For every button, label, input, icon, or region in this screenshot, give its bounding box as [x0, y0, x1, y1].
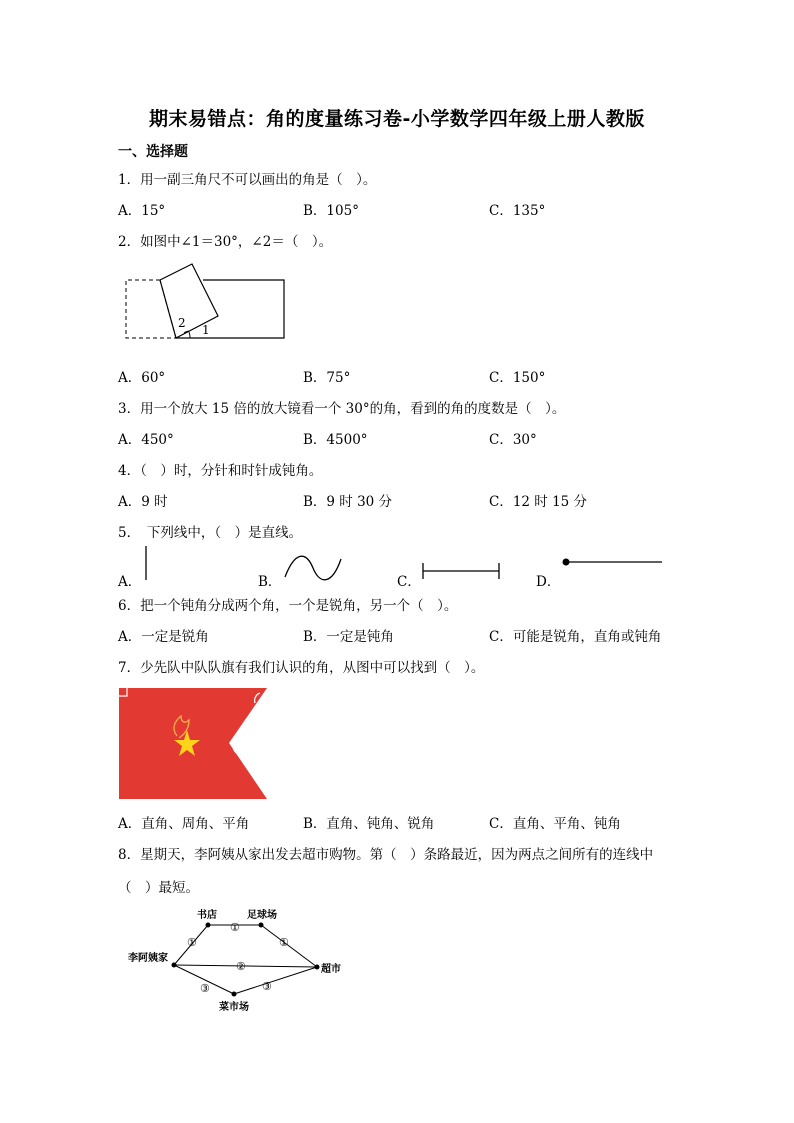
q6-option-c[interactable]: C．可能是锐角，直角或钝角 [489, 629, 662, 645]
curve-line [282, 555, 344, 583]
route-3-marker-left: ③ [200, 982, 210, 995]
q3-option-a[interactable]: A．450° [118, 432, 174, 448]
home-label: 李阿姨家 [128, 953, 168, 964]
angle-2-label: 2 [178, 316, 186, 330]
q4-option-c[interactable]: C．12 时 15 分 [489, 494, 588, 510]
ray [560, 555, 664, 569]
squadron-flag-figure [119, 688, 269, 800]
q1-option-c[interactable]: C．135° [489, 203, 546, 219]
q6-option-a[interactable]: A．一定是锐角 [118, 629, 209, 645]
q1-option-b[interactable]: B．105° [303, 203, 359, 219]
q3-option-c[interactable]: C．30° [489, 432, 537, 448]
question-5: 5． 下列线中，（ ）是直线。 [118, 525, 303, 541]
bookstore-label: 书店 [197, 910, 217, 921]
stadium-label: 足球场 [247, 910, 277, 921]
q4-option-a[interactable]: A．9 时 [118, 494, 168, 510]
folded-rectangle-figure [118, 258, 298, 348]
angle-1-label: 1 [202, 323, 210, 337]
q3-option-b[interactable]: B．4500° [303, 432, 368, 448]
section-heading: 一、选择题 [118, 144, 188, 160]
route-3-marker-right: ③ [262, 980, 272, 993]
q7-option-c[interactable]: C．直角、平角、钝角 [489, 816, 621, 832]
route-2-marker: ② [236, 960, 246, 973]
q2-option-c[interactable]: C．150° [489, 370, 546, 386]
question-1: 1．用一副三角尺不可以画出的角是（ ）。 [118, 172, 377, 188]
q4-option-b[interactable]: B．9 时 30 分 [303, 494, 393, 510]
question-7: 7．少先队中队队旗有我们认识的角，从图中可以找到（ ）。 [118, 660, 485, 676]
market-label: 菜市场 [219, 1002, 249, 1013]
vertical-line-segment [140, 544, 152, 582]
question-4: 4．（ ）时，分针和时针成钝角。 [118, 463, 323, 479]
question-3: 3．用一个放大 15 倍的放大镜看一个 30°的角，看到的角的度数是（ ）。 [118, 401, 566, 417]
q7-option-a[interactable]: A．直角、周角、平角 [118, 816, 250, 832]
supermarket-label: 超市 [321, 964, 341, 975]
question-2: 2．如图中∠1＝30°，∠2＝（ ）。 [118, 234, 333, 250]
q2-option-a[interactable]: A．60° [118, 370, 166, 386]
q5-option-c[interactable]: C． [397, 574, 421, 590]
route-1-marker-top: ① [230, 921, 240, 934]
question-6: 6．把一个钝角分成两个角，一个是锐角，另一个（ ）。 [118, 598, 458, 614]
question-8-line-2: （ ）最短。 [118, 880, 199, 896]
route-1-marker-left: ① [187, 936, 197, 949]
route-1-marker-right: ① [279, 936, 289, 949]
page-title: 期末易错点：角的度量练习卷-小学数学四年级上册人教版 [149, 108, 645, 130]
q5-option-b[interactable]: B． [258, 574, 282, 590]
q2-option-b[interactable]: B．75° [303, 370, 351, 386]
route-map-figure [120, 905, 360, 1017]
q1-option-a[interactable]: A．15° [118, 203, 166, 219]
line-segment [419, 560, 503, 582]
q6-option-b[interactable]: B．一定是钝角 [303, 629, 394, 645]
question-8-line-1: 8．星期天，李阿姨从家出发去超市购物。第（ ）条路最近，因为两点之间所有的连线中 [118, 847, 654, 863]
q7-option-b[interactable]: B．直角、钝角、锐角 [303, 816, 435, 832]
q5-option-a[interactable]: A． [118, 574, 142, 590]
q5-option-d[interactable]: D． [536, 574, 561, 590]
